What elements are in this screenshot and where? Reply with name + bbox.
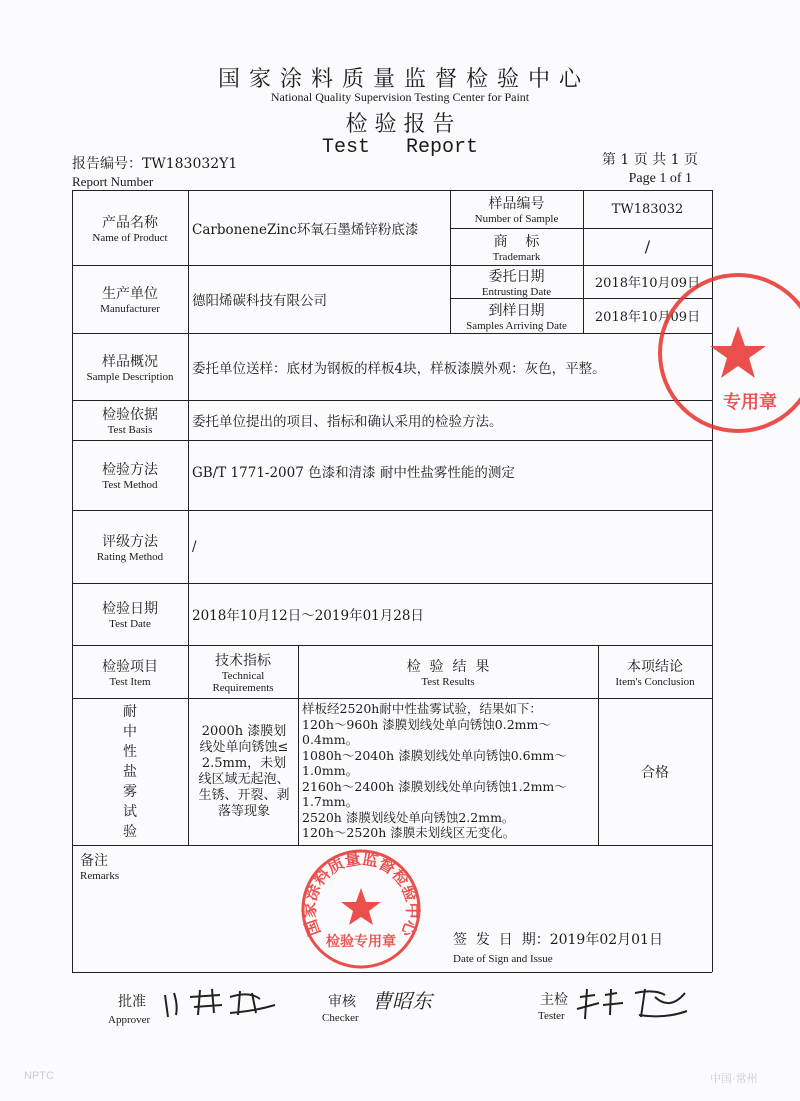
tester-label-zh: 主检 bbox=[540, 992, 568, 1008]
value-test-method: GB/T 1771-2007 色漆和清漆 耐中性盐雾性能的测定 bbox=[192, 465, 515, 481]
sign-date-en: Date of Sign and Issue bbox=[453, 953, 553, 965]
approver-label-zh: 批准 bbox=[118, 994, 146, 1010]
label-sample-number: 样品编号 Number of Sample bbox=[474, 196, 559, 225]
label-product: 产品名称 Name of Product bbox=[92, 214, 168, 244]
report-number bbox=[72, 156, 237, 172]
value-entrust-date: 2018年10月09日 bbox=[594, 276, 701, 291]
label-rating-method: 评级方法 Rating Method bbox=[96, 533, 164, 563]
test-results-list bbox=[302, 701, 594, 841]
header-results: 检 验 结 果 Test Results bbox=[406, 658, 490, 688]
conclusion-value: 合格 bbox=[641, 764, 669, 781]
result-line: 1080h～2040h 漆膜划线处单向锈蚀0.6mm～1.0mm。 bbox=[302, 747, 567, 778]
report-title-en: Test Report bbox=[321, 136, 479, 159]
remarks-label-zh: 备注 bbox=[80, 853, 108, 869]
page-indicator-en: Page 1 of 1 bbox=[628, 171, 692, 186]
label-manufacturer: 生产单位 Manufacturer bbox=[100, 286, 160, 315]
value-arrive-date: 2018年10月09日 bbox=[594, 310, 701, 325]
value-rating-method: / bbox=[192, 538, 197, 555]
label-trademark: 商 标 Trademark bbox=[492, 233, 541, 263]
value-test-date: 2018年10月12日～2019年01月28日 bbox=[192, 608, 424, 624]
checker-signature: 曹昭东 bbox=[372, 989, 432, 1013]
approver-label-en: Approver bbox=[108, 1014, 151, 1026]
test-item-name: 耐中性盐雾试验 bbox=[123, 703, 137, 840]
value-trademark: / bbox=[644, 237, 651, 256]
value-sample-number: TW183032 bbox=[611, 201, 684, 217]
result-line: 2160h～2400h 漆膜划线处单向锈蚀1.2mm～1.7mm。 bbox=[302, 778, 567, 809]
sign-date: 签 发 日 期：2019年02月01日 bbox=[453, 932, 663, 948]
label-entrust-date: 委托日期 Entrusting Date bbox=[481, 268, 552, 298]
result-line: 2520h 漆膜划线处单向锈蚀2.2mm。 bbox=[302, 809, 515, 825]
result-line: 样板经2520h耐中性盐雾试验，结果如下： bbox=[302, 701, 542, 716]
header-requirements: 技术指标 Technical Requirements bbox=[212, 652, 274, 694]
header-test-item: 检验项目 Test Item bbox=[102, 658, 158, 688]
label-test-date: 检验日期 Test Date bbox=[102, 601, 158, 630]
svg-text:专用章: 专用章 bbox=[723, 392, 777, 413]
official-stamp-main bbox=[300, 848, 422, 970]
technical-requirement: 2000h 漆膜划线处单向锈蚀≤2.5mm，未划线区域无起泡、生锈、开裂、剥落等现象 bbox=[198, 723, 290, 819]
svg-text:国家涂料质量监督检验中心: 国家涂料质量监督检验中心 bbox=[300, 848, 422, 940]
value-sample-desc: 委托单位送样：底材为钢板的样板4块，样板漆膜外观：灰色，平整。 bbox=[192, 360, 606, 377]
watermark-text: NPTC bbox=[24, 1070, 54, 1082]
label-test-basis: 检验依据 Test Basis bbox=[102, 407, 158, 436]
org-name-en: National Quality Supervision Testing Center for Paint bbox=[270, 90, 530, 104]
watermark-text: 中国·常州 bbox=[710, 1073, 758, 1085]
report-number-label: 报告编号： bbox=[72, 156, 142, 172]
approver-signature bbox=[160, 985, 280, 1021]
value-product: CarboneneZinc环氧石墨烯锌粉底漆 bbox=[192, 221, 419, 238]
org-name-zh: 国 家 涂 料 质 量 监 督 检 验 中 心 bbox=[218, 67, 582, 92]
report-number-en: Report Number bbox=[72, 174, 154, 189]
label-test-method: 检验方法 Test Method bbox=[102, 462, 158, 491]
official-stamp-partial bbox=[650, 268, 800, 438]
label-arrive-date: 到样日期 Samples Arriving Date bbox=[466, 302, 567, 332]
result-line: 120h～960h 漆膜划线处单向锈蚀0.2mm～0.4mm。 bbox=[302, 716, 551, 747]
header-conclusion: 本项结论 Item's Conclusion bbox=[615, 658, 695, 688]
value-test-basis: 委托单位提出的项目、指标和确认采用的检验方法。 bbox=[192, 414, 503, 430]
report-number-value: TW183032Y1 bbox=[142, 156, 238, 172]
tester-label-en: Tester bbox=[538, 1010, 565, 1022]
checker-label-en: Checker bbox=[322, 1012, 359, 1024]
report-title-zh: 检 验 报 告 bbox=[345, 112, 455, 137]
remarks-label-en: Remarks bbox=[80, 870, 120, 882]
label-sample-desc: 样品概况 Sample Description bbox=[86, 353, 174, 383]
tester-signature bbox=[575, 985, 695, 1025]
result-line: 120h～2520h 漆膜未划线区无变化。 bbox=[302, 825, 516, 840]
svg-text:检验专用章: 检验专用章 bbox=[326, 934, 396, 950]
value-manufacturer: 德阳烯碳科技有限公司 bbox=[192, 293, 327, 309]
checker-label-zh: 审核 bbox=[328, 994, 356, 1010]
page-indicator-zh: 第 1 页 共 1 页 bbox=[601, 152, 698, 168]
